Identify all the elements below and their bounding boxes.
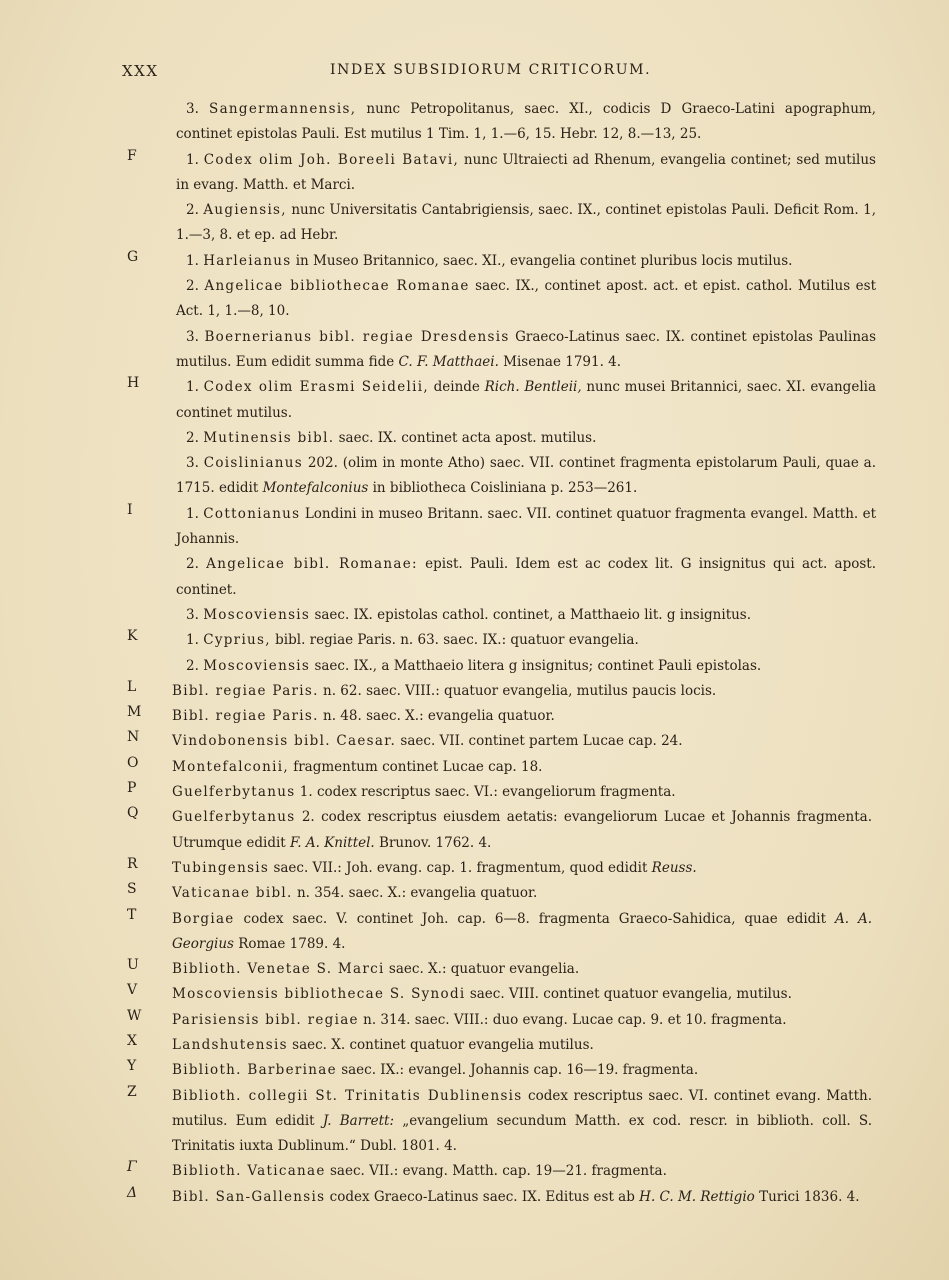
index-entry (0, 1084, 949, 1160)
codex-name: Codex olim Erasmi Seidelii, (203, 379, 429, 396)
entry-number: 1. (186, 505, 199, 522)
codex-name: Vaticanae bibl. (172, 885, 293, 902)
codex-name: Angelicae bibliothecae Romanae (204, 278, 470, 295)
entry-siglum: Γ (127, 1159, 137, 1176)
index-entry (0, 780, 949, 805)
editor-name: Reuss. (651, 859, 697, 876)
entry-text (172, 704, 872, 729)
entry-siglum: Y (127, 1058, 137, 1075)
entry-text (172, 1008, 872, 1033)
entry-text (176, 198, 876, 249)
index-entry (0, 552, 949, 603)
codex-description-tail: Misenae 1791. 4. (498, 353, 622, 370)
entry-text (176, 603, 876, 628)
entry-siglum: K (127, 628, 138, 645)
index-entry (0, 198, 949, 249)
index-entry (0, 704, 949, 729)
entry-number: 2. (186, 278, 199, 295)
codex-description: saec. IX., a Matthaeio litera g insignitus; continet Pauli epistolas. (310, 657, 762, 674)
codex-name: Harleianus (203, 252, 292, 269)
entry-text (172, 907, 872, 958)
entry-siglum: S (127, 881, 137, 898)
codex-name: Bibl. regiae Paris. (172, 682, 319, 699)
codex-description: saec. VII. continet partem Lucae cap. 24. (396, 733, 683, 750)
codex-name: Cottonianus (203, 505, 301, 522)
codex-description: Graeco-Latinus saec. IX. continet epistolas Paulinas mutilus. Eum edidit summa fide (176, 328, 876, 370)
codex-description: 2. codex rescriptus eiusdem aetatis: evangeliorum Lucae et Johannis fragmenta. Utrumque edidit (172, 809, 872, 851)
codex-name: Angelicae bibl. Romanae: (206, 556, 418, 573)
codex-description-tail: Romae 1789. 4. (233, 935, 346, 952)
entry-siglum: U (127, 957, 139, 974)
entry-siglum: L (127, 678, 137, 695)
codex-name: Landshutensis (172, 1036, 288, 1053)
codex-description-tail: Turici 1836. 4. (754, 1188, 860, 1205)
entry-text (172, 679, 872, 704)
entry-text (172, 780, 872, 805)
index-entry (0, 502, 949, 553)
codex-name: Guelferbytanus (172, 784, 296, 801)
codex-description: saec. VII.: evang. Matth. cap. 19—21. fragmenta. (325, 1163, 667, 1180)
entry-text (176, 552, 876, 603)
entry-siglum: R (127, 855, 138, 872)
entry-siglum: Q (127, 805, 139, 822)
codex-description: fragmentum continet Lucae cap. 18. (288, 758, 543, 775)
entry-siglum: V (127, 982, 138, 999)
entry-text (172, 881, 872, 906)
codex-name: Tubingensis (172, 859, 270, 876)
entry-siglum: G (127, 248, 139, 265)
index-entry (0, 654, 949, 679)
codex-description: codex rescriptus saec. VI. continet evang. Matth. mutilus. Eum edidit (172, 1087, 872, 1129)
index-entry (0, 375, 949, 426)
codex-name: Moscoviensis (203, 657, 311, 674)
entry-text (176, 426, 876, 451)
page-number: XXX (122, 62, 159, 80)
codex-description: nunc Ultraiecti ad Rhenum, evangelia continet; sed mutilus in evang. Matth. et Marci. (176, 151, 876, 193)
entry-text (172, 856, 872, 881)
codex-name: Mutinensis bibl. (203, 429, 335, 446)
entry-siglum: X (127, 1032, 137, 1049)
index-entry (0, 148, 949, 199)
codex-description: saec. VII.: Joh. evang. cap. 1. fragmentum, quod edidit (269, 859, 652, 876)
entry-text (176, 628, 876, 653)
codex-description: saec. IX. continet acta apost. mutilus. (334, 429, 597, 446)
index-entry (0, 1159, 949, 1184)
codex-description: saec. VIII. continet quatuor evangelia, mutilus. (465, 986, 792, 1003)
index-entry (0, 1033, 949, 1058)
entry-text (172, 1033, 872, 1058)
codex-description: n. 48. saec. X.: evangelia quatuor. (318, 708, 555, 725)
codex-name: Moscoviensis bibliothecae S. Synodi (172, 986, 466, 1003)
codex-description: 202. (olim in monte Atho) saec. VII. continet fragmenta epistolarum Pauli, quae a. 1715. edidit (176, 455, 876, 497)
codex-name: Boernerianus bibl. regiae Dresdensis (204, 328, 510, 345)
codex-description: deinde (428, 379, 485, 396)
entry-text (176, 654, 876, 679)
index-entry (0, 957, 949, 982)
codex-description: codex saec. V. continet Joh. cap. 6—8. fragmenta Graeco-Sahidica, quae edidit (234, 910, 835, 927)
codex-description: nunc Petropolitanus, saec. XI., codicis D Graeco-Latini apographum, continet epistolas Pauli. Est mutilus 1 Tim. 1, 1.—6, 15. Hebr. 12, 8.—13, 25. (176, 101, 876, 143)
entry-siglum: Δ (127, 1184, 138, 1201)
index-entry (0, 325, 949, 376)
index-entry (0, 679, 949, 704)
entry-text (172, 1058, 872, 1083)
entry-text (176, 274, 876, 325)
index-entry (0, 451, 949, 502)
editor-name: C. F. Matthaei. (398, 353, 499, 370)
entry-number: 1. (186, 252, 199, 269)
codex-name: Biblioth. collegii St. Trinitatis Dublinensis (172, 1087, 523, 1104)
entry-number: 1. (186, 632, 199, 649)
entry-number: 3. (186, 606, 199, 623)
index-entry (0, 603, 949, 628)
index-entry (0, 1185, 949, 1210)
codex-name: Biblioth. Barberinae (172, 1062, 337, 1079)
index-entry (0, 729, 949, 754)
entry-number: 2. (186, 657, 199, 674)
entry-text (176, 451, 876, 502)
editor-name: H. C. M. Rettigio (639, 1188, 755, 1205)
index-entry (0, 426, 949, 451)
entry-number: 1. (186, 379, 199, 396)
codex-description-tail: nunc musei Britannici, saec. XI. evangelia continet mutilus. (176, 379, 876, 421)
codex-description: in Museo Britannico, saec. XI., evangelia continet pluribus locis mutilus. (291, 252, 793, 269)
codex-name: Guelferbytanus (172, 809, 296, 826)
codex-name: Codex olim Joh. Boreeli Batavi, (203, 151, 460, 168)
entry-number: 3. (186, 455, 199, 472)
entry-text (172, 805, 872, 856)
index-entry (0, 982, 949, 1007)
page-header (0, 62, 949, 84)
codex-description-tail: „evangelium secundum Matth. ex cod. rescr. in biblioth. coll. S. Trinitatis iuxta Dublinum.“ Dubl. 1801. 4. (172, 1112, 872, 1155)
entry-text (172, 957, 872, 982)
codex-description: bibl. regiae Paris. n. 63. saec. IX.: quatuor evangelia. (270, 632, 639, 649)
codex-name: Biblioth. Vaticanae (172, 1163, 326, 1180)
entry-siglum: M (127, 704, 142, 721)
codex-description: saec. IX. epistolas cathol. continet, a Matthaeio lit. g insignitus. (310, 606, 752, 623)
editor-name: J. Barrett: (322, 1112, 394, 1129)
codex-name: Vindobonensis bibl. Caesar. (172, 733, 397, 750)
entry-number: 3. (186, 328, 199, 345)
codex-description: n. 354. saec. X.: evangelia quatuor. (292, 885, 538, 902)
entry-siglum: F (127, 147, 137, 164)
codex-description: Londini in museo Britann. saec. VII. continet quatuor fragmenta evangel. Matth. et Johannis. (176, 505, 876, 548)
codex-name: Bibl. San-Gallensis (172, 1188, 326, 1205)
codex-name: Coislinianus (203, 455, 304, 472)
codex-description: saec. X.: quatuor evangelia. (384, 961, 580, 978)
index-entry (0, 249, 949, 274)
running-title: INDEX SUBSIDIORUM CRITICORUM. (330, 62, 652, 78)
entry-siglum: P (127, 780, 137, 797)
index-entry (0, 907, 949, 958)
codex-description: codex Graeco-Latinus saec. IX. Editus est ab (325, 1188, 640, 1205)
entry-siglum: T (127, 906, 137, 923)
entry-siglum: O (127, 754, 139, 771)
entry-text (172, 755, 872, 780)
entry-number: 2. (186, 429, 199, 446)
codex-description: nunc Universitatis Cantabrigiensis, saec. IX., continet epistolas Pauli. Deficit Rom. 1, 1.—3, 8. et ep. ad Hebr. (176, 202, 876, 244)
codex-description: n. 62. saec. VIII.: quatuor evangelia, mutilus paucis locis. (318, 682, 717, 699)
entry-text (176, 249, 876, 274)
entry-siglum: W (127, 1007, 142, 1024)
codex-description: epist. Pauli. Idem est ac codex lit. G insignitus qui act. apost. continet. (176, 556, 876, 598)
index-entry (0, 1058, 949, 1083)
editor-name: Rich. Bentleii, (484, 379, 582, 396)
codex-name: Cyprius, (203, 632, 271, 649)
entry-number: 2. (186, 556, 199, 573)
entry-siglum: Z (127, 1083, 137, 1100)
codex-description-tail: in bibliotheca Coisliniana p. 253—261. (368, 480, 638, 497)
codex-name: Moscoviensis (203, 606, 311, 623)
entry-text (176, 148, 876, 199)
index-entry (0, 97, 949, 148)
codex-name: Augiensis, (203, 202, 287, 219)
entry-number: 2. (186, 202, 199, 219)
codex-description: saec. IX.: evangel. Johannis cap. 16—19. fragmenta. (336, 1062, 699, 1079)
index-entry (0, 1008, 949, 1033)
index-entry (0, 755, 949, 780)
index-entry (0, 274, 949, 325)
entry-text (176, 97, 876, 148)
codex-description: saec. IX., continet apost. act. et epist. cathol. Mutilus est Act. 1, 1.—8, 10. (176, 278, 876, 320)
entry-siglum: H (127, 375, 140, 392)
entry-text (176, 375, 876, 426)
codex-description: saec. X. continet quatuor evangelia mutilus. (287, 1036, 594, 1053)
entry-siglum: N (127, 729, 140, 746)
editor-name: A. A. Georgius (172, 910, 872, 952)
index-entry (0, 856, 949, 881)
codex-description: 1. codex rescriptus saec. VI.: evangeliorum fragmenta. (295, 784, 676, 801)
entry-text (172, 1185, 872, 1210)
entry-siglum: I (127, 501, 133, 518)
index-entry (0, 805, 949, 856)
editor-name: F. A. Knittel. (290, 834, 375, 851)
editor-name: Montefalconius (262, 480, 369, 497)
entry-text (172, 729, 872, 754)
entry-text (172, 982, 872, 1007)
codex-index-list (0, 97, 949, 1210)
index-entry (0, 628, 949, 653)
entry-number: 3. (186, 101, 199, 117)
codex-name: Bibl. regiae Paris. (172, 708, 319, 725)
codex-name: Montefalconii, (172, 758, 289, 775)
codex-description-tail: Brunov. 1762. 4. (374, 834, 492, 851)
codex-name: Borgiae (172, 910, 235, 927)
index-entry (0, 881, 949, 906)
codex-name: Biblioth. Venetae S. Marci (172, 961, 385, 978)
entry-text (176, 325, 876, 376)
entry-text (172, 1084, 872, 1160)
codex-description: n. 314. saec. VIII.: duo evang. Lucae cap. 9. et 10. fragmenta. (358, 1011, 787, 1028)
entry-text (176, 502, 876, 553)
codex-name: Sangermannensis, (209, 101, 357, 117)
entry-text (172, 1159, 872, 1184)
codex-name: Parisiensis bibl. regiae (172, 1011, 359, 1028)
entry-number: 1. (186, 151, 199, 168)
